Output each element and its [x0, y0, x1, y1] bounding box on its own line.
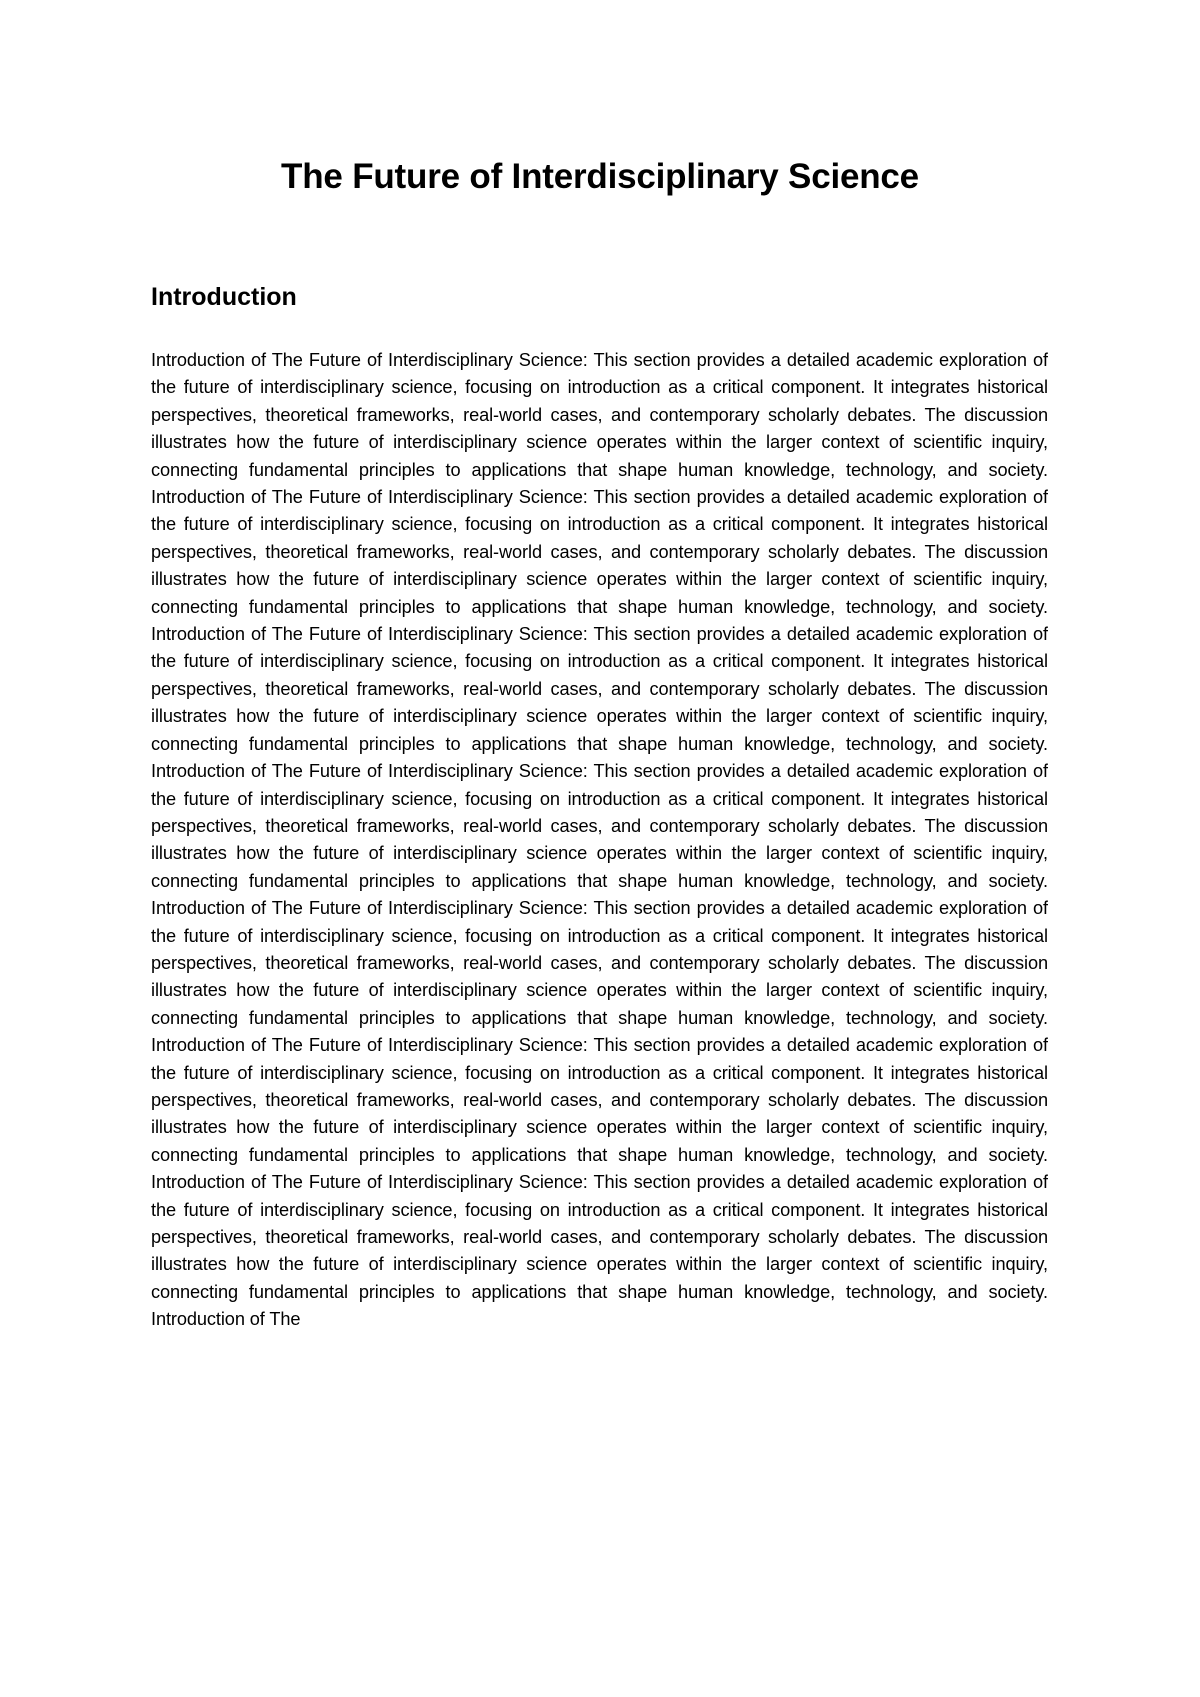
section-body-text: Introduction of The Future of Interdisciplinary Science: This section provides a detailed academic exploration of the future of interdisciplinary science, focusing on introduction as a critical component. It integrates historical perspectives, theoretical frameworks, real-world cases, and contemporary scholarly debates. The discussion illustrates how the future of interdisciplinary science operates within the larger context of scientific inquiry, connecting fundamental principles to applications that shape human knowledge, technology, and society. Introduction of The Future of Interdisciplinary Science: This section provides a detailed academic exploration of the future of interdisciplinary science, focusing on introduction as a critical component. It integrates historical perspectives, theoretical frameworks, real-world cases, and contemporary scholarly debates. The discussion illustrates how the future of interdisciplinary science operates within the larger context of scientific inquiry, connecting fundamental principles to applications that shape human knowledge, technology, and society. Introduction of The Future of Interdisciplinary Science: This section provides a detailed academic exploration of the future of interdisciplinary science, focusing on introduction as a critical component. It integrates historical perspectives, theoretical frameworks, real-world cases, and contemporary scholarly debates. The discussion illustrates how the future of interdisciplinary science operates within the larger context of scientific inquiry, connecting fundamental principles to applications that shape human knowledge, technology, and society. Introduction of The Future of Interdisciplinary Science: This section provides a detailed academic exploration of the future of interdisciplinary science, focusing on introduction as a critical component. It integrates historical perspectives, theoretical frameworks, real-world cases, and contemporary scholarly debates. The discussion illustrates how the future of interdisciplinary science operates within the larger context of scientific inquiry, connecting fundamental principles to applications that shape human knowledge, technology, and society. Introduction of The Future of Interdisciplinary Science: This section provides a detailed academic exploration of the future of interdisciplinary science, focusing on introduction as a critical component. It integrates historical perspectives, theoretical frameworks, real-world cases, and contemporary scholarly debates. The discussion illustrates how the future of interdisciplinary science operates within the larger context of scientific inquiry, connecting fundamental principles to applications that shape human knowledge, technology, and society. Introduction of The Future of Interdisciplinary Science: This section provides a detailed academic exploration of the future of interdisciplinary science, focusing on introduction as a critical component. It integrates historical perspectives, theoretical frameworks, real-world cases, and contemporary scholarly debates. The discussion illustrates how the future of interdisciplinary science operates within the larger context of scientific inquiry, connecting fundamental principles to applications that shape human knowledge, technology, and society. Introduction of The Future of Interdisciplinary Science: This section provides a detailed academic exploration of the future of interdisciplinary science, focusing on introduction as a critical component. It integrates historical perspectives, theoretical frameworks, real-world cases, and contemporary scholarly debates. The discussion illustrates how the future of interdisciplinary science operates within the larger context of scientific inquiry, connecting fundamental principles to applications that shape human knowledge, technology, and society. Introduction of The	[151, 350, 1048, 1330]
section-heading-introduction: Introduction	[151, 283, 297, 311]
document-title: The Future of Interdisciplinary Science	[281, 157, 919, 196]
